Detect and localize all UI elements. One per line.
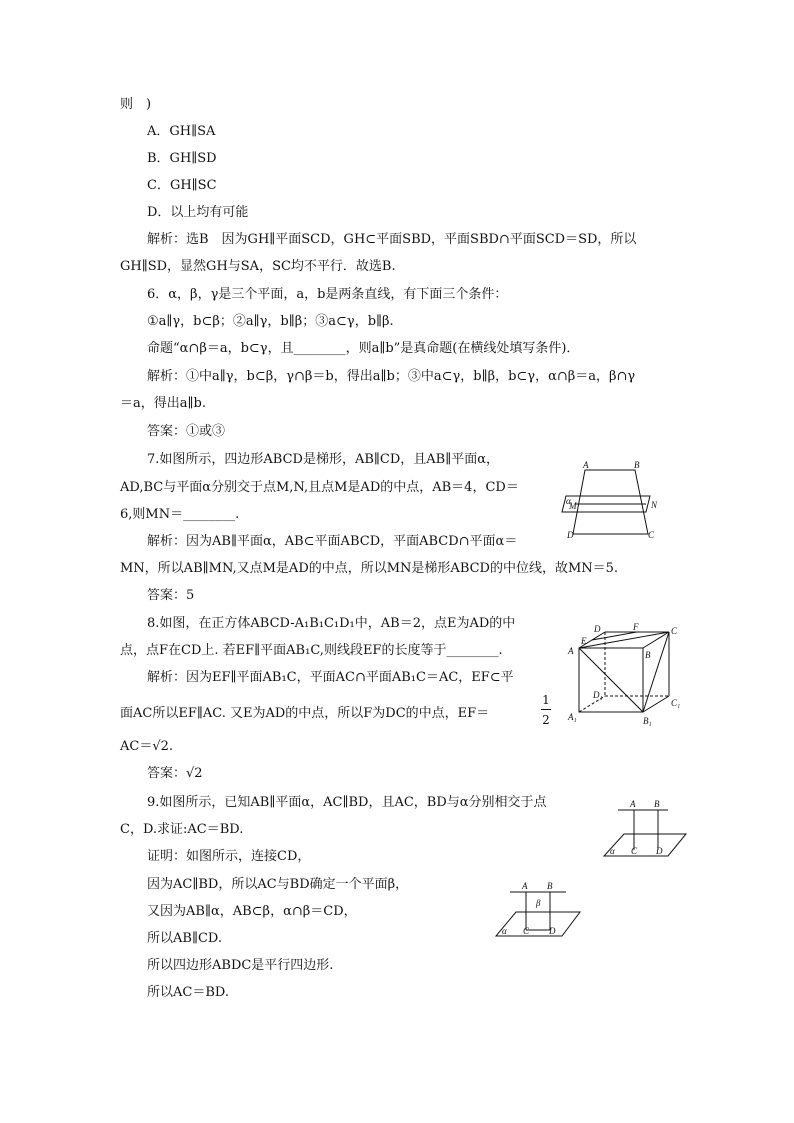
q9-fig1-label-d: D <box>656 846 663 856</box>
q6-conditions: ①a∥γ，b⊂β；②a∥γ，b∥β；③a⊂γ，b∥β. <box>147 314 394 329</box>
q9-fig1-label-a: A <box>630 799 636 809</box>
q9-proof-line-4: 所以AB∥CD. <box>147 931 222 946</box>
q9-fig1-label-c: C <box>631 846 638 856</box>
q7-answer: 答案：5 <box>147 588 195 603</box>
q8-line-2: 点，点F在CD上. 若EF∥平面AB₁C,则线段EF的长度等于________. <box>120 643 503 658</box>
q9-fig1-label-b: B <box>654 799 660 809</box>
q7-label-c: C <box>648 530 655 540</box>
q6-analysis-line-2: ＝a，得出a∥b. <box>120 396 206 411</box>
q8-analysis-line-1: 解析：因为EF∥平面AB₁C，平面AC∩平面AB₁C＝AC，EF⊂平 <box>147 670 514 685</box>
q6-stem: 6．α，β，γ是三个平面，a，b是两条直线，有下面三个条件： <box>147 287 508 302</box>
q8-label-c: C <box>671 626 678 636</box>
q8-label-d: D <box>594 624 601 634</box>
q5-stem-end: 则 ) <box>120 97 152 112</box>
q7-line-1: 7.如图所示，四边形ABCD是梯形，AB∥CD，且AB∥平面α， <box>147 452 499 467</box>
q7-label-a: A <box>583 460 589 470</box>
q5-option-b: B．GH∥SD <box>147 151 217 166</box>
q9-fig2-label-c: C <box>523 926 530 936</box>
q9-fig2-label-d: D <box>549 926 556 936</box>
q5-analysis-line-2: GH∥SD，显然GH与SA，SC均不平行．故选B. <box>120 259 396 274</box>
q7-label-n: N <box>651 500 658 510</box>
q8-answer <box>147 766 203 782</box>
q9-fig2-label-a: A <box>522 881 528 891</box>
q7-analysis-line-2: MN，所以AB∥MN,又点M是AD的中点，所以MN是梯形ABCD的中位线，故MN＝5. <box>120 561 619 576</box>
q9-fig2-label-b: B <box>547 881 553 891</box>
q9-proof-line-2: 因为AC∥BD，所以AC与BD确定一个平面β， <box>147 877 409 892</box>
q9-proof-line-5: 所以四边形ABDC是平行四边形. <box>147 958 334 973</box>
q8-frac-bar <box>541 709 551 710</box>
q8-ac-prefix: AC＝ <box>120 739 153 754</box>
q9-proof-line-1: 证明：如图所示，连接CD， <box>147 849 311 864</box>
q9-fig2-label-alpha: α <box>502 926 507 936</box>
q5-option-d: D．以上均有可能 <box>147 205 249 220</box>
q8-frac-denominator: 2 <box>542 713 550 727</box>
q8-label-a1: A₁ <box>568 712 577 722</box>
q7-line-2: AD,BC与平面α分别交于点M,N,且点M是AD的中点，AB＝4，CD＝ <box>120 480 519 495</box>
q8-line-1: 8.如图，在正方体ABCD-A₁B₁C₁D₁中，AB＝2，点E为AD的中 <box>147 616 516 631</box>
q8-label-b1: B₁ <box>643 716 652 726</box>
q9-fig2-label-beta: β <box>536 898 541 908</box>
q9-proof-line-6: 所以AC＝BD. <box>147 985 229 1000</box>
q8-label-a: A <box>568 646 574 656</box>
q7-line-3: 6,则MN＝________. <box>120 507 240 522</box>
q5-option-a: A．GH∥SA <box>147 124 216 139</box>
q7-label-d: D <box>567 530 574 540</box>
q7-label-m: M <box>569 501 577 511</box>
q9-proof-figure <box>492 880 584 940</box>
q6-analysis-line-1: 解析：①中a∥γ，b⊂β，γ∩β＝b，得出a∥b；③中a⊂γ，b∥β，b⊂γ，α∩β＝a，β∩γ <box>147 369 636 384</box>
q6-question: 命题“α∩β＝a，b⊂γ，且________，则a∥b”是真命题(在横线处填写条件)． <box>147 341 580 356</box>
q5-option-c: C．GH∥SC <box>147 178 217 193</box>
q8-answer-radical: √2 <box>186 766 203 781</box>
q6-answer: 答案：①或③ <box>147 424 226 439</box>
q7-label-alpha: α <box>566 496 571 506</box>
q9-line-2: C，D.求证:AC＝BD. <box>120 822 244 837</box>
q9-plane-figure <box>600 800 690 860</box>
q8-ac-radical: √2. <box>152 739 174 754</box>
q7-analysis-line-1: 解析：因为AB∥平面α，AB⊂平面ABCD，平面ABCD∩平面α＝ <box>147 534 518 549</box>
q9-fig1-label-alpha: α <box>610 846 615 856</box>
q8-label-d1: D₁ <box>593 690 603 700</box>
q8-label-b: B <box>645 650 651 660</box>
q8-label-e: E <box>581 636 587 646</box>
q5-analysis-line-1: 解析：选B 因为GH∥平面SCD，GH⊂平面SBD，平面SBD∩平面SCD＝SD，所以 <box>147 232 637 247</box>
q8-frac-numerator: 1 <box>542 693 550 707</box>
q8-ac-line <box>120 739 173 755</box>
q7-label-b: B <box>634 460 640 470</box>
q8-label-c1: C₁ <box>671 698 681 708</box>
q8-analysis-line-2: 面AC所以EF∥AC. 又E为AD的中点，所以F为DC的中点，EF＝ <box>120 706 490 721</box>
q8-label-f: F <box>633 622 639 632</box>
q9-line-1: 9.如图所示，已知AB∥平面α，AC∥BD，且AC，BD与α分别相交于点 <box>147 795 547 810</box>
q9-proof-line-3: 又因为AB∥α，AB⊂β，α∩β＝CD， <box>147 904 357 919</box>
q8-answer-prefix: 答案： <box>147 766 187 781</box>
q8-cube-figure <box>565 624 685 736</box>
q7-trapezoid-figure <box>560 462 660 538</box>
